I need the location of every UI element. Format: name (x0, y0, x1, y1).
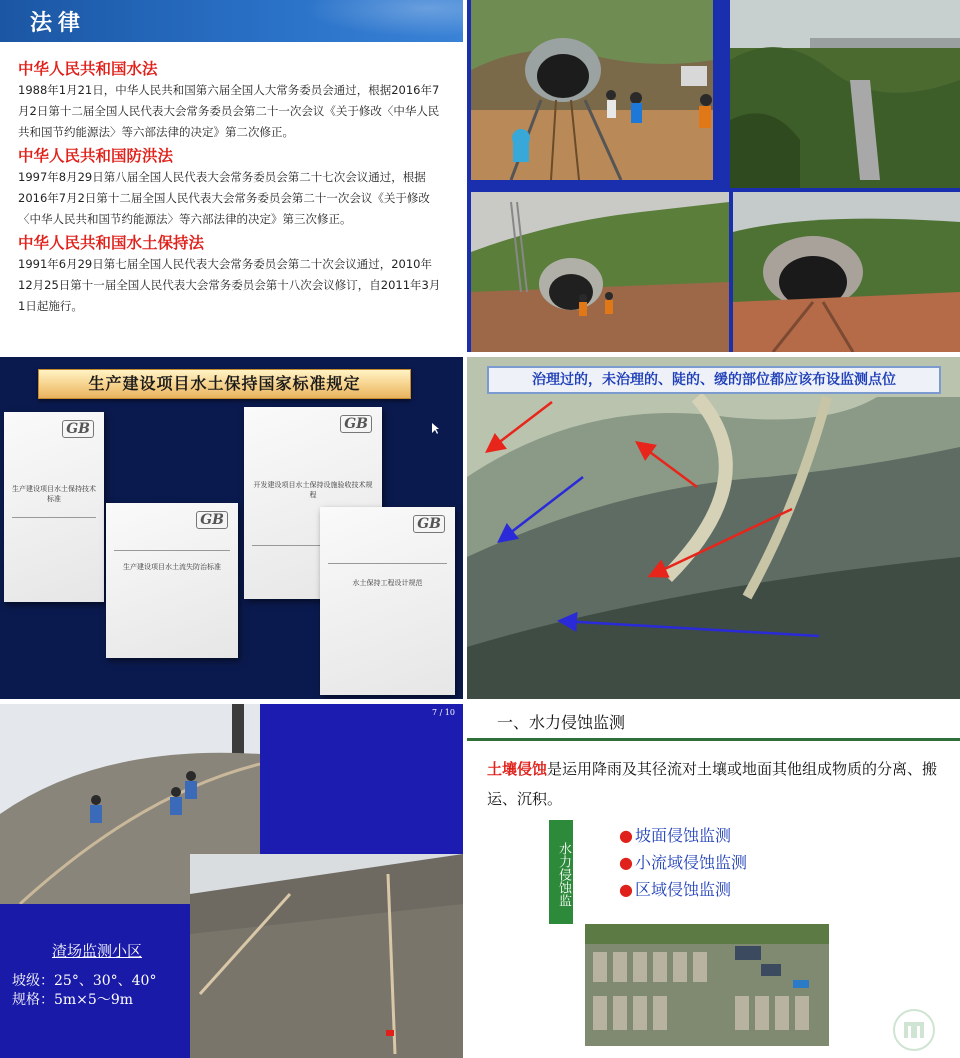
standard-book-design (320, 507, 455, 695)
law-slide-title: 法律 (30, 11, 87, 36)
standard-book-technical (4, 412, 104, 602)
law-text-water: 1988年1月21日，中华人民共和国第六届全国人大常务委员会通过，根据2016年7月2日第十二届全国人民代表大会常务委员会第二十一次会议《关于修改〈中华人民共和国节约能源法〉等六部法律的决定》第二次修正。 (18, 83, 440, 139)
definition-keyword: 土壤侵蚀 (487, 760, 548, 778)
mouse-cursor-icon (432, 423, 440, 435)
tunnel-portal-muddy-track-photo (733, 192, 960, 352)
bullet-region (619, 876, 747, 903)
gb-logo: GB (62, 420, 94, 438)
erosion-definition (487, 754, 947, 814)
standards-slide (0, 357, 463, 699)
vertical-label: 水力侵蚀监 (549, 820, 573, 924)
law-list (0, 42, 463, 317)
arrow-overlay (467, 357, 960, 699)
tunnel-photo-workers (471, 0, 713, 180)
book-title: 开发建设项目水土保持设施验收技术规程 (253, 480, 373, 499)
erosion-monitoring-list (619, 822, 747, 903)
book-title: 水土保持工程设计规范 (352, 579, 423, 588)
red-arrow-3 (652, 509, 792, 575)
book-title: 生产建设项目水土保持技术标准 (12, 485, 96, 504)
tunnel-photo-slide (467, 0, 960, 352)
book-rule (12, 517, 96, 518)
law-title-water: 中华人民共和国水法 (18, 60, 158, 78)
runoff-plots-aerial-photo (585, 924, 829, 1046)
bullet-slope (619, 822, 747, 849)
red-arrow-2 (639, 444, 697, 487)
gb-logo: GB (413, 515, 445, 533)
blue-arrow-1 (501, 477, 583, 540)
law-text-soil: 1991年6月29日第七届全国人民代表大会常务委员会第二十次会议通过，2010年12月25日第十一届全国人民代表大会常务委员会第十八次会议修订，自2011年3月1日起施行。 (18, 257, 441, 313)
slag-site-slide (0, 704, 463, 1058)
bullet-dot-icon: ● (619, 826, 633, 845)
definition-text: 是运用降雨及其径流对土壤或地面其他组成物质的分离、搬运、沉积。 (487, 760, 938, 808)
book-rule (328, 563, 447, 564)
slope-spec: 坡级：25°、30°、40° (12, 973, 157, 989)
law-text-flood: 1997年8月29日第八届全国人民代表大会常务委员会第二十七次会议通过，根据2016年7月2日第十二届全国人民代表大会常务委员会第二十一次会议《关于修改〈中华人民共和国节约能源法〉等六部法律的决定》第三次修正。 (18, 170, 430, 226)
red-arrow-1 (489, 402, 552, 450)
slope-landslide-photo (730, 0, 960, 188)
gb-logo: GB (196, 511, 228, 529)
monitoring-caption: 治理过的，未治理的、陡的、缓的部位都应该布设监测点位 (487, 366, 941, 394)
header-decoration (283, 0, 463, 42)
law-title-flood: 中华人民共和国防洪法 (18, 147, 174, 165)
blue-arrow-2 (562, 621, 819, 636)
page-number: 7 / 10 (431, 708, 455, 717)
monitoring-points-slide (467, 357, 960, 699)
tunnel-portal-mud-photo (471, 192, 729, 352)
water-erosion-slide (467, 704, 960, 1058)
bullet-watershed (619, 849, 747, 876)
university-logo-watermark (886, 1008, 942, 1052)
bullet-dot-icon: ● (619, 853, 633, 872)
bullet-text: 坡面侵蚀监测 (634, 826, 731, 845)
size-spec: 规格：5m×5～9m (12, 992, 134, 1008)
law-title-soil: 中华人民共和国水土保持法 (18, 234, 205, 252)
section-title: 一、水力侵蚀监测 (497, 713, 626, 732)
gb-logo: GB (340, 415, 372, 433)
slag-site-title: 渣场监测小区 (52, 942, 143, 960)
book-rule (114, 550, 230, 551)
bullet-dot-icon: ● (619, 880, 633, 899)
bullet-text: 区域侵蚀监测 (634, 880, 731, 899)
standard-book-prevention (106, 503, 238, 658)
bullet-text: 小流域侵蚀监测 (634, 853, 747, 872)
slag-plot-photo (190, 854, 463, 1058)
standards-banner: 生产建设项目水土保持国家标准规定 (38, 369, 411, 399)
book-title: 生产建设项目水土流失防治标准 (123, 562, 221, 571)
section-rule (467, 738, 960, 741)
law-slide (0, 0, 463, 352)
law-slide-header (0, 0, 463, 42)
